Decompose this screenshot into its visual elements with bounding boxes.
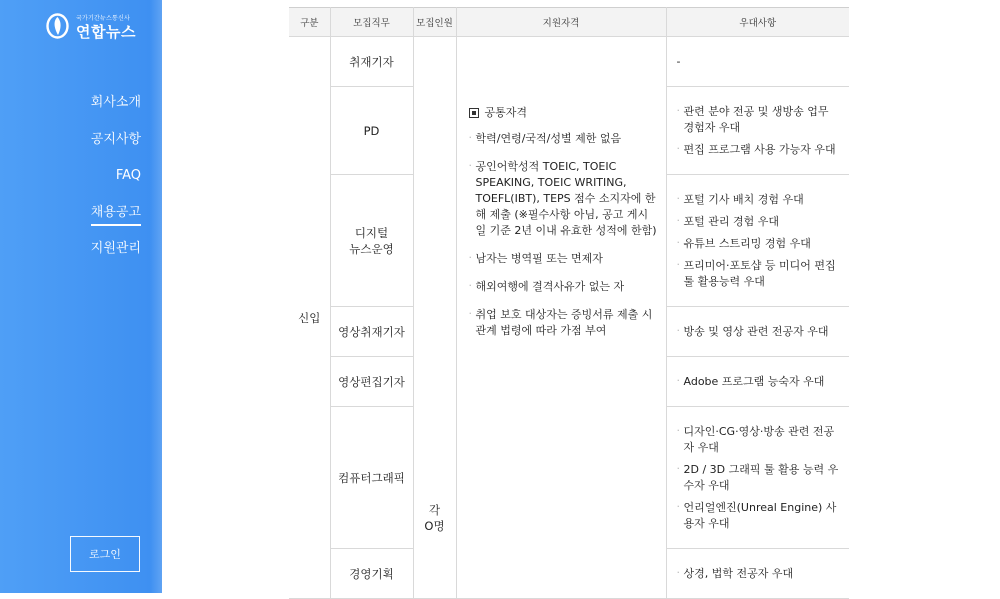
company-logo[interactable] xyxy=(46,12,146,42)
sidebar xyxy=(0,0,162,593)
preference-cell: - xyxy=(666,37,849,87)
role-cell: 경영기획 xyxy=(330,549,413,599)
qualification-item: · 공인어학성적 TOEIC, TOEIC SPEAKING, TOEIC WRITING, TOEFL(IBT), TEPS 점수 소지자에 한해 제출 (※필수사항 아님, 공고 게시일 기준 2년 이내 유효한 성적에 한함) xyxy=(469,159,658,239)
qualification-cell xyxy=(456,37,666,599)
header-role: 모집직무 xyxy=(330,8,413,37)
role-cell: 취재기자 xyxy=(330,37,413,87)
qualification-item: · 해외여행에 결격사유가 없는 자 xyxy=(469,279,658,295)
count-cell: 각 O명 xyxy=(413,37,456,599)
preference-cell: · 디자인·CG·영상·방송 관련 전공자 우대 · 2D / 3D 그래픽 툴 활용 능력 우수자 우대 · 언리얼엔진(Unreal Engine) 사용자 우대 xyxy=(666,407,849,549)
header-category: 구분 xyxy=(289,8,330,37)
qualification-item: · 남자는 병역필 또는 면제자 xyxy=(469,251,658,267)
nav-item-application[interactable]: 지원관리 xyxy=(90,241,141,256)
qualification-title: 공통자격 xyxy=(484,106,528,119)
role-cell: 컴퓨터그래픽 xyxy=(330,407,413,549)
checkbox-square-icon xyxy=(469,108,479,118)
logo-subtitle: 국가기간뉴스통신사 xyxy=(76,15,130,22)
preference-cell: · 관련 분야 전공 및 생방송 업무 경험자 우대 · 편집 프로그램 사용 가능자 우대 xyxy=(666,87,849,175)
nav-item-faq[interactable]: FAQ xyxy=(115,168,141,183)
category-cell: 신입 xyxy=(289,37,330,599)
role-cell: 영상취재기자 xyxy=(330,307,413,357)
role-cell: PD xyxy=(330,87,413,175)
preference-cell: · 상경, 법학 전공자 우대 xyxy=(666,549,849,599)
logo-name: 연합뉴스 xyxy=(76,23,136,41)
header-preference: 우대사항 xyxy=(666,8,849,37)
table-row xyxy=(289,37,849,87)
role-cell: 디지털 뉴스운영 xyxy=(330,175,413,307)
sidebar-nav xyxy=(91,93,141,276)
login-button[interactable]: 로그인 xyxy=(70,536,140,572)
qualification-item: · 취업 보호 대상자는 증빙서류 제출 시 관계 법령에 따라 가점 부여 xyxy=(469,307,658,339)
table-header-row xyxy=(289,8,849,37)
nav-item-recruit[interactable]: 채용공고 xyxy=(91,203,141,240)
nav-item-notice[interactable]: 공지사항 xyxy=(90,131,141,147)
role-cell: 영상편집기자 xyxy=(330,357,413,407)
preference-cell: · 포털 기사 배치 경험 우대 · 포털 관리 경험 우대 · 유튜브 스트리밍 경험 우대 · 프리미어·포토샵 등 미디어 편집툴 활용능력 우대 xyxy=(666,175,849,307)
recruitment-table xyxy=(289,7,849,599)
header-qualification: 지원자격 xyxy=(456,8,666,37)
qualification-item: · 학력/연령/국적/성별 제한 없음 xyxy=(469,131,658,147)
nav-item-company[interactable]: 회사소개 xyxy=(90,95,141,110)
header-count: 모집인원 xyxy=(413,8,456,37)
preference-cell: · 방송 및 영상 관련 전공자 우대 xyxy=(666,307,849,357)
preference-cell: · Adobe 프로그램 능숙자 우대 xyxy=(666,357,849,407)
logo-mark-icon xyxy=(46,13,69,39)
